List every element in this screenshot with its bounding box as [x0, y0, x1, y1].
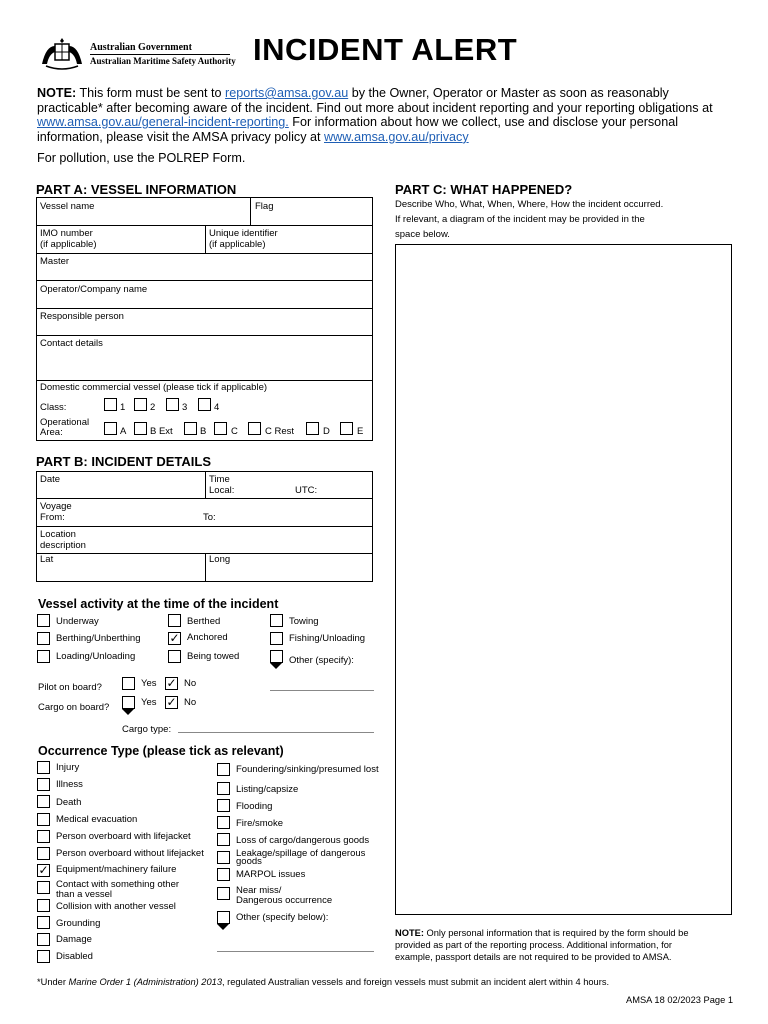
page-title: INCIDENT ALERT	[253, 32, 518, 67]
checkbox-label: A	[120, 426, 127, 437]
other-specify-line[interactable]	[217, 951, 374, 952]
checkbox-label: Listing/capsize	[236, 784, 299, 795]
area-checkbox[interactable]	[214, 422, 227, 435]
long-field[interactable]: Long	[209, 554, 231, 565]
checkbox-label: Fire/smoke	[236, 818, 283, 829]
op-area-label: Operational	[40, 417, 90, 428]
occurrence-checkbox[interactable]	[217, 782, 230, 795]
location-label: description	[40, 540, 86, 551]
checkbox-label: MARPOL issues	[236, 869, 306, 880]
checkbox-label: Person overboard with lifejacket	[56, 831, 191, 842]
area-checkbox[interactable]	[248, 422, 261, 435]
footnote-text: , regulated Australian vessels and foreign vessels must submit an incident alert within 4 hours.	[222, 977, 610, 987]
unique-id-field[interactable]: Unique identifier	[209, 228, 278, 239]
domestic-vessel-label: Domestic commercial vessel (please tick if applicable)	[40, 382, 268, 393]
checkbox-label: Leakage/spillage of dangerous	[236, 848, 366, 859]
down-arrow-icon	[270, 663, 282, 669]
checkbox-label: E	[357, 426, 364, 437]
part-c-note	[395, 927, 689, 939]
activity-checkbox[interactable]	[37, 632, 50, 645]
part-c-note: provided as part of the reporting process. Additional information, for	[395, 940, 672, 950]
checkbox-label: Yes	[141, 697, 157, 708]
checkbox-label: Person overboard without lifejacket	[56, 848, 204, 859]
checkbox-label: than a vessel	[56, 889, 112, 900]
checkbox-label: Loss of cargo/dangerous goods	[236, 835, 370, 846]
note-label: NOTE:	[37, 86, 77, 100]
checkbox-label: 1	[120, 402, 126, 413]
checkbox-label: goods	[236, 856, 262, 867]
note-text: Only personal information that is required by the form should be	[423, 928, 689, 938]
voyage-label: Voyage	[40, 501, 72, 512]
occurrence-checkbox[interactable]	[217, 868, 230, 881]
occurrence-checkbox[interactable]	[37, 813, 50, 826]
equipment-failure-checkbox[interactable]: ✓	[38, 863, 49, 877]
utc-time-field[interactable]: UTC:	[295, 485, 318, 496]
email-link[interactable]: reports@amsa.gov.au	[225, 86, 349, 100]
cargo-no-checkbox[interactable]: ✓	[166, 695, 177, 709]
cargo-type-label: Cargo type:	[122, 724, 172, 735]
checkbox-label: Illness	[56, 779, 83, 790]
area-checkbox[interactable]	[306, 422, 319, 435]
occurrence-checkbox[interactable]	[37, 778, 50, 791]
checkbox-label: Damage	[56, 934, 92, 945]
occurrence-checkbox[interactable]	[217, 763, 230, 776]
checkbox-label: Underway	[56, 616, 99, 627]
part-a-title: PART A: VESSEL INFORMATION	[36, 182, 237, 197]
responsible-person-field[interactable]: Responsible person	[40, 311, 124, 322]
checkbox-label: No	[184, 678, 197, 689]
date-field[interactable]: Date	[40, 474, 61, 485]
checkbox-label: 2	[150, 402, 156, 413]
checkbox-label: C	[231, 426, 238, 437]
checkbox-label: 4	[214, 402, 220, 413]
occurrence-checkbox[interactable]	[37, 950, 50, 963]
coat-of-arms-icon	[38, 34, 86, 72]
part-c-desc: Describe Who, What, When, Where, How the incident occurred.	[395, 199, 664, 210]
lat-field[interactable]: Lat	[40, 554, 54, 565]
footnote-text: *Under	[37, 977, 69, 987]
class-checkbox[interactable]	[134, 398, 147, 411]
activity-checkbox[interactable]	[270, 614, 283, 627]
agency-name: Australian Maritime Safety Authority	[90, 56, 236, 66]
part-c-title: PART C: WHAT HAPPENED?	[395, 182, 573, 197]
other-activity-checkbox[interactable]	[270, 650, 283, 663]
form-id: AMSA 18 02/2023 Page 1	[626, 995, 733, 1005]
activity-checkbox[interactable]	[168, 650, 181, 663]
imo-field[interactable]: IMO number	[40, 228, 93, 239]
note-text: by the Owner, Operator or Master as soon as reasonably practicable* after becoming aware of the incident. Find out more about incident reporting and your reporting obligations at	[37, 86, 713, 115]
checkbox-label: Medical evacuation	[56, 814, 138, 825]
checkbox-label: Towing	[289, 616, 319, 627]
divider	[90, 54, 230, 55]
checkbox-label: Contact with something other	[56, 879, 180, 890]
flag-field[interactable]: Flag	[255, 201, 274, 212]
incident-reporting-link[interactable]: www.amsa.gov.au/general-incident-reporting.	[37, 115, 289, 130]
intro-note	[37, 86, 737, 144]
checkbox-label: D	[323, 426, 330, 437]
checkbox-label: Berthing/Unberthing	[56, 633, 141, 644]
checkbox-label: Near miss/	[236, 885, 282, 896]
privacy-link[interactable]: www.amsa.gov.au/privacy	[324, 129, 469, 144]
activity-checkbox[interactable]	[168, 614, 181, 627]
vessel-name-field[interactable]: Vessel name	[40, 201, 95, 212]
area-checkbox[interactable]	[340, 422, 353, 435]
activity-checkbox[interactable]	[37, 614, 50, 627]
location-field[interactable]: Location	[40, 529, 76, 540]
checkbox-label: Death	[56, 797, 82, 808]
class-checkbox[interactable]	[166, 398, 179, 411]
occurrence-checkbox[interactable]	[37, 761, 50, 774]
class-label: Class:	[40, 402, 67, 413]
pilot-label: Pilot on board?	[38, 682, 102, 693]
activity-checkbox[interactable]	[37, 650, 50, 663]
anchored-checkbox[interactable]: ✓	[169, 631, 180, 645]
other-specify-line[interactable]	[270, 690, 374, 691]
voyage-from-field[interactable]: From:	[40, 512, 65, 523]
pilot-yes-checkbox[interactable]	[122, 677, 135, 690]
note-text: This form must be sent to	[76, 86, 226, 100]
field-hint: (if applicable)	[209, 239, 266, 250]
area-checkbox[interactable]	[104, 422, 117, 435]
occurrence-checkbox[interactable]	[37, 830, 50, 843]
other-occurrence-checkbox[interactable]	[217, 911, 230, 924]
checkbox-label: Berthed	[187, 616, 221, 627]
down-arrow-icon	[122, 709, 134, 715]
occurrence-checkbox[interactable]	[37, 795, 50, 808]
checkbox-label: B	[200, 426, 207, 437]
occurrence-checkbox[interactable]	[37, 933, 50, 946]
activity-checkbox[interactable]	[270, 632, 283, 645]
voyage-to-field[interactable]: To:	[203, 512, 216, 523]
pilot-no-checkbox[interactable]: ✓	[166, 676, 177, 690]
occurrence-checkbox[interactable]	[217, 833, 230, 846]
checkbox-label: Foundering/sinking/presumed lost	[236, 764, 379, 775]
checkbox-label: Anchored	[187, 632, 228, 643]
cargo-type-line[interactable]	[178, 732, 374, 733]
checkbox-label: Yes	[141, 678, 157, 689]
checkbox-label: Disabled	[56, 951, 93, 962]
note-text: For information about how we collect, use and disclose your personal information, please visit the AMSA privacy policy at	[37, 115, 678, 144]
footnote	[37, 976, 609, 988]
area-checkbox[interactable]	[134, 422, 147, 435]
what-happened-textarea[interactable]	[395, 244, 732, 915]
checkbox-label: Injury	[56, 762, 80, 773]
occurrence-checkbox[interactable]	[37, 847, 50, 860]
occurrence-checkbox[interactable]	[37, 916, 50, 929]
down-arrow-icon	[217, 924, 229, 930]
checkbox-label: Loading/Unloading	[56, 651, 136, 662]
occurrence-checkbox[interactable]	[217, 887, 230, 900]
master-field[interactable]: Master	[40, 256, 70, 267]
checkbox-label: C Rest	[265, 426, 295, 437]
cargo-yes-checkbox[interactable]	[122, 696, 135, 709]
part-b-title: PART B: INCIDENT DETAILS	[36, 454, 212, 469]
checkbox-label: Collision with another vessel	[56, 901, 176, 912]
note-label: NOTE:	[395, 928, 424, 938]
part-c-desc: If relevant, a diagram of the incident may be provided in the	[395, 214, 645, 225]
occurrence-checkbox[interactable]	[37, 899, 50, 912]
pollution-note: For pollution, use the POLREP Form.	[37, 151, 246, 165]
field-hint: (if applicable)	[40, 239, 97, 250]
checkbox-label: Flooding	[236, 801, 273, 812]
footnote-italic: Marine Order 1 (Administration) 2013	[68, 977, 222, 987]
checkbox-label: B Ext	[150, 426, 173, 437]
checkbox-label: Being towed	[187, 651, 240, 662]
checkbox-label: Grounding	[56, 918, 101, 929]
op-area-label: Area:	[40, 427, 63, 438]
part-c-desc: space below.	[395, 229, 450, 240]
area-checkbox[interactable]	[184, 422, 197, 435]
part-c-note: example, passport details are not required to be provided to AMSA.	[395, 952, 672, 962]
checkbox-label: Fishing/Unloading	[289, 633, 366, 644]
occurrence-title: Occurrence Type (please tick as relevant)	[38, 744, 284, 758]
occurrence-checkbox[interactable]	[217, 851, 230, 864]
contact-details-field[interactable]: Contact details	[40, 338, 103, 349]
checkbox-label: 3	[182, 402, 188, 413]
operator-field[interactable]: Operator/Company name	[40, 284, 148, 295]
class-checkbox[interactable]	[198, 398, 211, 411]
activity-title: Vessel activity at the time of the incident	[38, 597, 279, 611]
government-name: Australian Government	[90, 42, 192, 53]
occurrence-checkbox[interactable]	[217, 816, 230, 829]
checkbox-label: Other (specify):	[289, 655, 354, 666]
occurrence-checkbox[interactable]	[37, 881, 50, 894]
class-checkbox[interactable]	[104, 398, 117, 411]
occurrence-checkbox[interactable]	[217, 799, 230, 812]
cargo-label: Cargo on board?	[38, 702, 110, 713]
checkbox-label: Equipment/machinery failure	[56, 864, 177, 875]
checkbox-label: No	[184, 697, 197, 708]
checkbox-label: Other (specify below):	[236, 912, 329, 923]
checkbox-label: Dangerous occurrence	[236, 895, 333, 906]
time-label: Time	[209, 474, 230, 485]
local-time-field[interactable]: Local:	[209, 485, 235, 496]
